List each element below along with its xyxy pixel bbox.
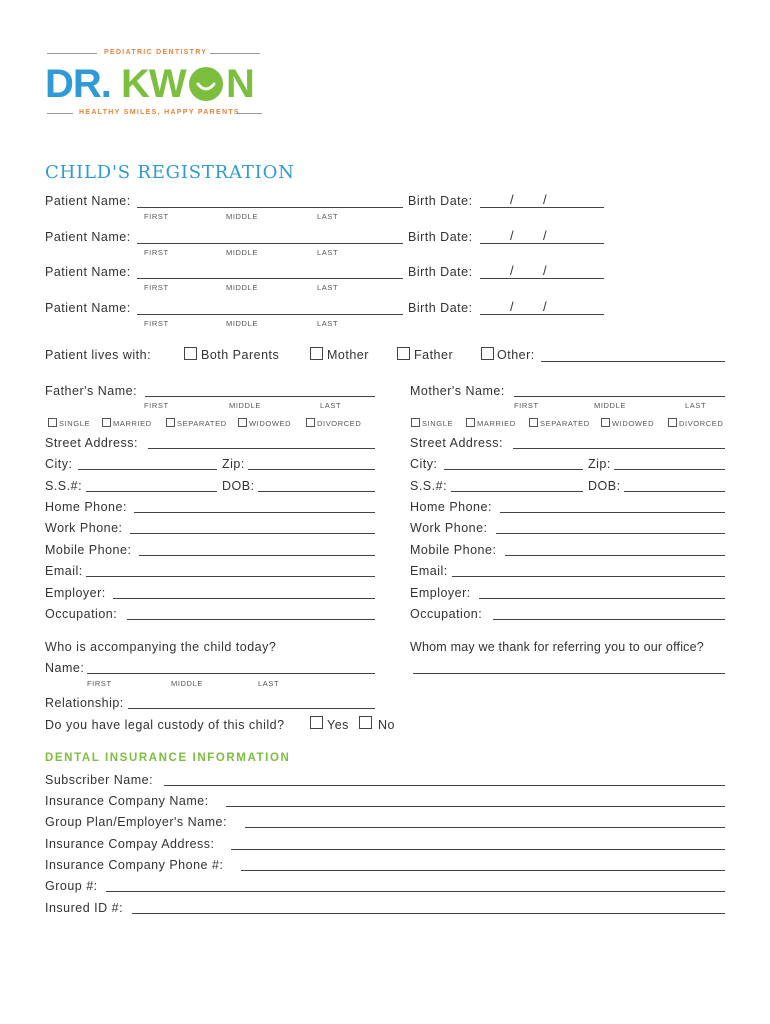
divorced-label: DIVORCED — [317, 419, 362, 428]
other-checkbox[interactable] — [481, 347, 494, 360]
mother-street-field[interactable] — [513, 448, 725, 449]
last-sublabel: LAST — [317, 319, 339, 328]
relationship-field[interactable] — [128, 708, 375, 709]
middle-sublabel: MIDDLE — [226, 319, 258, 328]
group-plan-label: Group Plan/Employer's Name: — [45, 815, 227, 829]
middle-sublabel: MIDDLE — [226, 248, 258, 257]
father-employer-field[interactable] — [113, 598, 375, 599]
father-zip-field[interactable] — [248, 469, 375, 470]
custody-question: Do you have legal custody of this child? — [45, 718, 285, 732]
father-dob-field[interactable] — [258, 491, 375, 492]
separated-checkbox[interactable] — [166, 418, 175, 427]
insured-id-label: Insured ID #: — [45, 901, 124, 915]
widowed-label: WIDOWED — [249, 419, 292, 428]
group-number-label: Group #: — [45, 879, 98, 893]
father-ss-field[interactable] — [86, 491, 217, 492]
subscriber-label: Subscriber Name: — [45, 773, 154, 787]
father-dob-label: DOB: — [222, 479, 255, 493]
divorced-checkbox[interactable] — [306, 418, 315, 427]
logo-top-tagline: PEDIATRIC DENTISTRY — [104, 49, 208, 56]
patient-name-field[interactable] — [137, 207, 403, 208]
father-checkbox[interactable] — [397, 347, 410, 360]
middle-sublabel: MIDDLE — [226, 283, 258, 292]
mother-name-field[interactable] — [514, 396, 725, 397]
father-zip-label: Zip: — [222, 457, 245, 471]
relationship-label: Relationship: — [45, 696, 124, 710]
date-slash: / — [543, 228, 547, 243]
father-city-field[interactable] — [78, 469, 217, 470]
single-checkbox[interactable] — [48, 418, 57, 427]
middle-sublabel: MIDDLE — [229, 401, 261, 410]
mother-home-phone-field[interactable] — [500, 512, 725, 513]
group-number-field[interactable] — [106, 891, 725, 892]
father-work-phone-field[interactable] — [130, 533, 375, 534]
mother-name-label: Mother's Name: — [410, 384, 505, 398]
birth-date-field[interactable] — [480, 243, 604, 244]
father-mobile-phone-field[interactable] — [139, 555, 375, 556]
mother-email-field[interactable] — [452, 576, 725, 577]
mother-employer-label: Employer: — [410, 586, 471, 600]
mother-work-phone-field[interactable] — [496, 533, 725, 534]
birth-date-field[interactable] — [480, 207, 604, 208]
accompany-name-field[interactable] — [87, 673, 375, 674]
single-label: SINGLE — [422, 419, 454, 428]
last-sublabel: LAST — [317, 283, 339, 292]
patient-name-field[interactable] — [137, 243, 403, 244]
first-sublabel: FIRST — [87, 679, 112, 688]
last-sublabel: LAST — [685, 401, 707, 410]
custody-no-label: No — [378, 718, 395, 732]
date-slash: / — [510, 263, 514, 278]
father-street-field[interactable] — [148, 448, 375, 449]
single-label: SINGLE — [59, 419, 91, 428]
separated-label: SEPARATED — [540, 419, 590, 428]
widowed-checkbox[interactable] — [601, 418, 610, 427]
mother-ss-label: S.S.#: — [410, 479, 448, 493]
insurance-company-field[interactable] — [226, 806, 725, 807]
custody-yes-checkbox[interactable] — [310, 716, 323, 729]
accompany-name-label: Name: — [45, 661, 85, 675]
divorced-checkbox[interactable] — [668, 418, 677, 427]
mother-dob-field[interactable] — [624, 491, 725, 492]
first-sublabel: FIRST — [144, 283, 169, 292]
logo-bottom-tagline: HEALTHY SMILES, HAPPY PARENTS — [79, 109, 240, 116]
father-name-field[interactable] — [145, 396, 375, 397]
custody-no-checkbox[interactable] — [359, 716, 372, 729]
insurance-phone-label: Insurance Company Phone #: — [45, 858, 224, 872]
patient-name-label: Patient Name: — [45, 194, 131, 208]
logo-wordmark — [45, 64, 265, 104]
other-field[interactable] — [541, 361, 725, 362]
patient-name-label: Patient Name: — [45, 230, 131, 244]
married-label: MARRIED — [477, 419, 516, 428]
mother-occupation-label: Occupation: — [410, 607, 483, 621]
father-email-label: Email: — [45, 564, 83, 578]
logo-kw: KW — [121, 62, 186, 106]
logo-rule-right — [210, 53, 260, 54]
married-label: MARRIED — [113, 419, 152, 428]
subscriber-field[interactable] — [164, 785, 725, 786]
logo-n: N — [226, 62, 254, 106]
divorced-label: DIVORCED — [679, 419, 724, 428]
logo-rule-right-bottom — [236, 113, 262, 114]
separated-checkbox[interactable] — [529, 418, 538, 427]
insurance-address-label: Insurance Compay Address: — [45, 837, 215, 851]
first-sublabel: FIRST — [514, 401, 539, 410]
first-sublabel: FIRST — [144, 401, 169, 410]
separated-label: SEPARATED — [177, 419, 227, 428]
referral-field[interactable] — [413, 673, 725, 674]
last-sublabel: LAST — [317, 248, 339, 257]
middle-sublabel: MIDDLE — [171, 679, 203, 688]
single-checkbox[interactable] — [411, 418, 420, 427]
both-parents-checkbox[interactable] — [184, 347, 197, 360]
smiley-icon — [188, 66, 224, 102]
birth-date-label: Birth Date: — [408, 265, 473, 279]
last-sublabel: LAST — [317, 212, 339, 221]
middle-sublabel: MIDDLE — [226, 212, 258, 221]
widowed-label: WIDOWED — [612, 419, 655, 428]
first-sublabel: FIRST — [144, 319, 169, 328]
father-ss-label: S.S.#: — [45, 479, 83, 493]
patient-name-field[interactable] — [137, 278, 403, 279]
insurance-address-field[interactable] — [231, 849, 725, 850]
other-label: Other: — [497, 348, 535, 362]
logo-dr: DR. — [45, 62, 111, 106]
widowed-checkbox[interactable] — [238, 418, 247, 427]
mother-checkbox[interactable] — [310, 347, 323, 360]
referral-question: Whom may we thank for referring you to our office? — [410, 640, 704, 654]
mother-employer-field[interactable] — [479, 598, 725, 599]
father-work-phone-label: Work Phone: — [45, 521, 123, 535]
date-slash: / — [510, 192, 514, 207]
insurance-phone-field[interactable] — [241, 870, 725, 871]
mother-zip-label: Zip: — [588, 457, 611, 471]
father-occupation-label: Occupation: — [45, 607, 118, 621]
mother-occupation-field[interactable] — [493, 619, 725, 620]
accompany-question: Who is accompanying the child today? — [45, 640, 277, 654]
father-city-label: City: — [45, 457, 73, 471]
father-name-label: Father's Name: — [45, 384, 138, 398]
date-slash: / — [543, 192, 547, 207]
lives-with-label: Patient lives with: — [45, 348, 152, 362]
mother-email-label: Email: — [410, 564, 448, 578]
patient-name-field[interactable] — [137, 314, 403, 315]
mother-label: Mother — [327, 348, 369, 362]
insured-id-field[interactable] — [132, 913, 725, 914]
mother-city-field[interactable] — [444, 469, 583, 470]
mother-street-label: Street Address: — [410, 436, 503, 450]
date-slash: / — [543, 263, 547, 278]
mother-mobile-phone-field[interactable] — [505, 555, 725, 556]
mother-work-phone-label: Work Phone: — [410, 521, 488, 535]
mother-mobile-phone-label: Mobile Phone: — [410, 543, 497, 557]
birth-date-label: Birth Date: — [408, 230, 473, 244]
mother-dob-label: DOB: — [588, 479, 621, 493]
birth-date-label: Birth Date: — [408, 194, 473, 208]
first-sublabel: FIRST — [144, 212, 169, 221]
group-plan-field[interactable] — [245, 827, 725, 828]
insurance-company-label: Insurance Company Name: — [45, 794, 209, 808]
date-slash: / — [510, 228, 514, 243]
birth-date-field[interactable] — [480, 314, 604, 315]
mother-zip-field[interactable] — [614, 469, 725, 470]
date-slash: / — [543, 299, 547, 314]
both-parents-label: Both Parents — [201, 348, 280, 362]
father-home-phone-field[interactable] — [134, 512, 375, 513]
patient-name-label: Patient Name: — [45, 265, 131, 279]
married-checkbox[interactable] — [102, 418, 111, 427]
first-sublabel: FIRST — [144, 248, 169, 257]
father-occupation-field[interactable] — [127, 619, 375, 620]
father-mobile-phone-label: Mobile Phone: — [45, 543, 132, 557]
mother-home-phone-label: Home Phone: — [410, 500, 492, 514]
birth-date-label: Birth Date: — [408, 301, 473, 315]
logo-rule-left — [47, 53, 97, 54]
insurance-heading: DENTAL INSURANCE INFORMATION — [45, 752, 291, 764]
birth-date-field[interactable] — [480, 278, 604, 279]
mother-city-label: City: — [410, 457, 438, 471]
logo-rule-left-bottom — [47, 113, 73, 114]
middle-sublabel: MIDDLE — [594, 401, 626, 410]
page-title: CHILD'S REGISTRATION — [45, 162, 295, 183]
custody-yes-label: Yes — [327, 718, 349, 732]
date-slash: / — [510, 299, 514, 314]
last-sublabel: LAST — [320, 401, 342, 410]
married-checkbox[interactable] — [466, 418, 475, 427]
father-label: Father — [414, 348, 454, 362]
mother-ss-field[interactable] — [451, 491, 583, 492]
father-street-label: Street Address: — [45, 436, 138, 450]
father-email-field[interactable] — [86, 576, 375, 577]
patient-name-label: Patient Name: — [45, 301, 131, 315]
last-sublabel: LAST — [258, 679, 280, 688]
father-employer-label: Employer: — [45, 586, 106, 600]
father-home-phone-label: Home Phone: — [45, 500, 127, 514]
